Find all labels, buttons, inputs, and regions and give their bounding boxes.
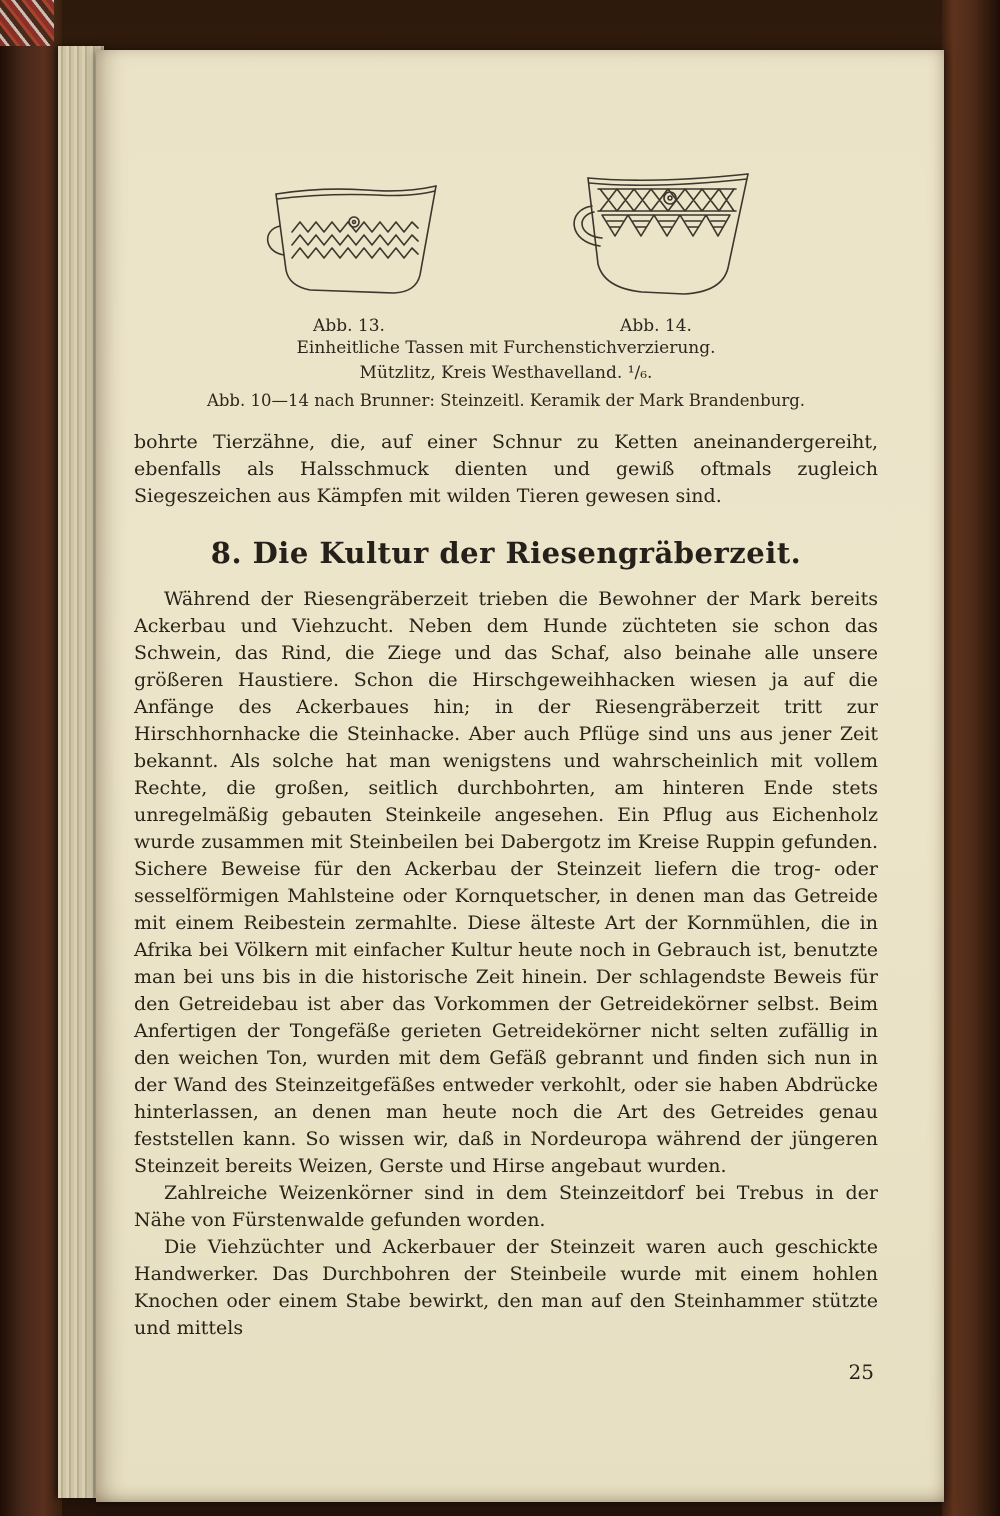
paragraph-2: Zahlreiche Weizenkörner sind in dem Steinzeitdorf bei Trebus in der Nähe von Fürstenwalde gefunden worden. — [134, 1182, 878, 1231]
figure-caption-location: Mützlitz, Kreis Westhavelland. ¹/₆. — [359, 363, 653, 383]
cup-drawing-14-icon — [558, 162, 754, 306]
figures-row — [134, 162, 878, 336]
figure-14-label: Abb. 14. — [620, 316, 692, 336]
paragraph-3: Die Viehzüchter und Ackerbauer der Steinzeit waren auch geschickte Handwerker. Das Durchbohren der Steinbeile wurde mit einem hohlen Knochen oder einem Stabe bewirkt, den man auf den Steinhammer stützte und mittels — [134, 1236, 878, 1339]
book-cover-right — [942, 0, 1000, 1516]
figure-caption-source: Abb. 10—14 nach Brunner: Steinzeitl. Keramik der Mark Brandenburg. — [206, 391, 806, 410]
book-page — [96, 50, 944, 1502]
figure-14 — [558, 162, 754, 336]
book-cover-left — [0, 0, 62, 1516]
cup-drawing-13-icon — [258, 174, 440, 306]
paragraph-1: Während der Riesengräberzeit trieben die Bewohner der Mark bereits Ackerbau und Viehzucht. Neben dem Hunde züchteten sie schon das Schwein, das Rind, die Ziege und das Schaf, also beinahe alle unsere größeren Haustiere. Schon die Hirschgeweihhacken wiesen ja auf die Anfänge des Ackerbaues hin; in der Riesengräberzeit tritt zur Hirschhornhacke die Steinhacke. Aber auch Pflüge sind uns aus jener Zeit bekannt. Als solche hat man wenigstens und wahrscheinlich mit vollem Rechte, die großen, seitlich durchbohrten, am hinteren Ende stets unregelmäßig gebauten Steinkeile angesehen. Ein Pflug aus Eichenholz wurde zusammen mit Steinbeilen bei Dabergotz im Kreise Ruppin gefunden. Sichere Beweise für den Ackerbau der Steinzeit liefern die trog- oder sesselförmigen Mahlsteine oder Kornquetscher, in denen man das Getreide mit einem Reibestein zermahlte. Diese älteste Art der Kornmühlen, die in Afrika bei Völkern mit einfacher Kultur heute noch in Gebrauch ist, benutzte man bei uns bis in die historische Zeit hinein. Der schlagendste Beweis für den Getreidebau ist aber das Vorkommen der Getreidekörner selbst. Beim Anfertigen der Tongefäße gerieten Getreidekörner nicht selten zufällig in den weichen Ton, wurden mit dem Gefäß gebrannt und finden sich nun in der Wand des Steinzeitgefäßes entweder verkohlt, oder sie haben Abdrücke hinterlassen, an denen man heute noch die Art des Getreides genau feststellen kann. So wissen wir, daß in Nordeuropa während der jüngeren Steinzeit bereits Weizen, Gerste und Hirse angebaut wurden. — [134, 588, 878, 1177]
page-number: 25 — [848, 1360, 874, 1384]
figure-13 — [258, 174, 440, 336]
intro-paragraph: bohrte Tierzähne, die, auf einer Schnur zu Ketten aneinandergereiht, ebenfalls als Halsschmuck dienten und gewiß oftmals zugleich Siegeszeichen aus Kämpfen mit wilden Tieren gewesen sind. — [134, 431, 878, 507]
figure-caption-title: Einheitliche Tassen mit Furchenstichverzierung. — [296, 338, 716, 358]
marbled-endpaper — [0, 0, 54, 46]
page-content — [96, 50, 944, 1384]
figure-13-label: Abb. 13. — [313, 316, 385, 336]
section-heading: 8. Die Kultur der Riesengräberzeit. — [210, 536, 802, 570]
